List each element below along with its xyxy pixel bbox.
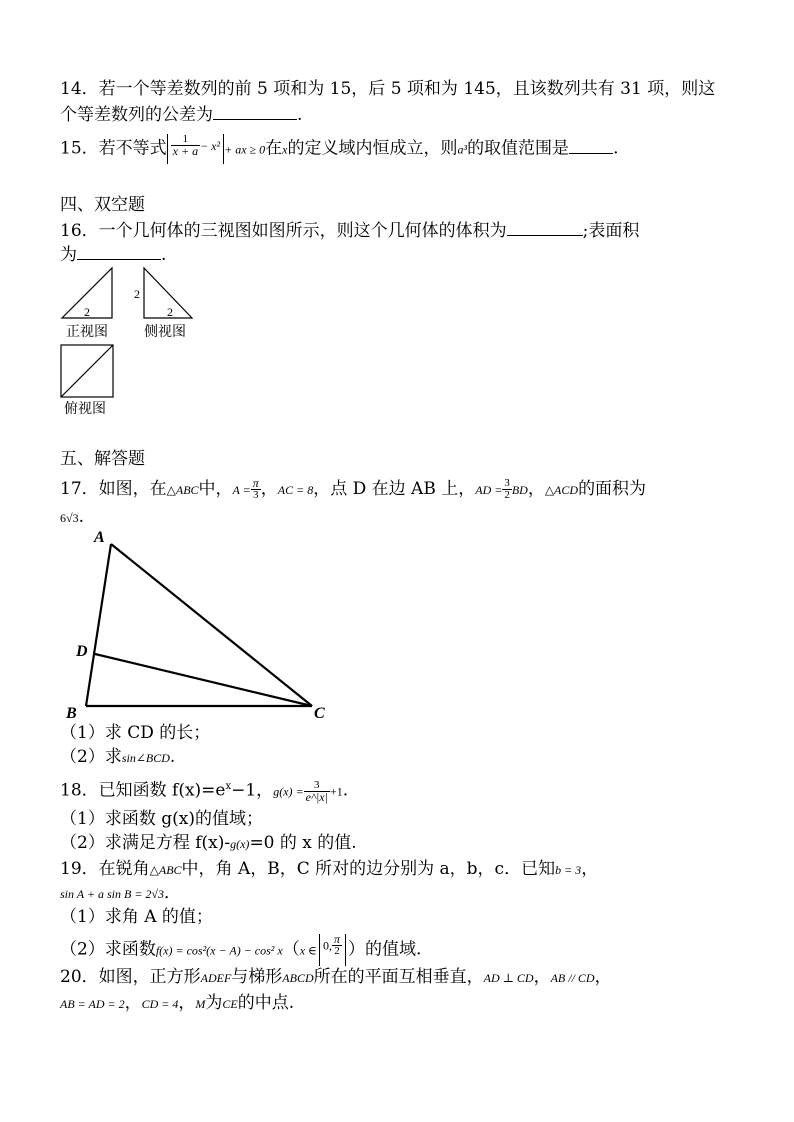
q17-tri: △ABC [166, 483, 199, 497]
q16-end: . [161, 245, 167, 265]
q19-b: b = 3 [555, 863, 582, 877]
q17-end: . [78, 507, 84, 527]
q15-mid2: 的定义域内恒成立，则 [287, 138, 458, 159]
section-4-heading: 四、双空题 [60, 195, 145, 215]
q17-t2: 中， [198, 479, 233, 499]
q20-t9: 的中点. [237, 993, 295, 1013]
front-view-diagram [60, 266, 120, 322]
side-ab [86, 544, 111, 706]
q19-part1: （1）求角 A 的值； [60, 907, 213, 927]
q18-p2-suffix: =0 的 x 的值. [249, 833, 357, 853]
q20-perp: AD ⊥ CD [483, 971, 534, 985]
q19-end: ． [164, 883, 182, 903]
q18-t2: −1， [231, 780, 274, 801]
q17-area: 6√3 [60, 511, 79, 525]
q20-eq2: CD = 4 [141, 997, 179, 1011]
q15-var-x: x [282, 142, 288, 157]
vertex-c-label: C [314, 705, 325, 722]
q16-area-blank [77, 244, 161, 260]
q20-t4: ， [533, 967, 551, 987]
q19-t2: 中，角 A，B，C 所对的边分别为 a，b，c．已知 [181, 859, 556, 879]
q20-eq1: AB = AD = 2 [60, 997, 125, 1011]
q17-angle-lhs: A = [232, 483, 251, 497]
q19-tri: △ABC [149, 863, 182, 877]
front-view-caption: 正视图 [66, 324, 108, 340]
q18-t1: 18．已知函数 f(x)=e [60, 780, 226, 801]
section-5-heading: 五、解答题 [60, 449, 145, 469]
q14-end: . [297, 105, 303, 125]
q17-t4: ，点 D 在边 AB 上， [313, 479, 476, 499]
q15-suffix: 的取值范围是 [467, 138, 570, 159]
q15-end: . [613, 138, 619, 159]
q19-domain-interval: 0, $\frac{\pi}{2}$ [319, 934, 346, 966]
q16-text: 16．一个几何体的三视图如图所示，则这个几何体的体积为 [60, 221, 507, 241]
q17-part1: （1）求 CD 的长； [60, 723, 211, 743]
q20-t2: 与梯形 [231, 967, 283, 987]
side-view-caption: 侧视图 [144, 324, 186, 340]
side-view-diagram [132, 266, 212, 322]
q18-sup: x [225, 781, 232, 792]
q15-after-abs: + ax ≥ 0 [224, 142, 266, 157]
q17-t3: ， [260, 479, 278, 499]
q18-g: g(x) = [273, 784, 304, 799]
q20-t1: 20．如图，正方形 [60, 967, 201, 987]
vertex-a-label: A [94, 529, 105, 546]
q17-p2-math: sin∠BCD [121, 751, 170, 765]
q18-p2-prefix: （2）求满足方程 f(x)- [60, 833, 231, 853]
q20-t5: ， [594, 967, 612, 987]
q16-line2-prefix: 为 [60, 245, 77, 265]
point-d-label: D [76, 643, 88, 660]
q15-mid: 在 [265, 138, 283, 159]
q20-t6: ， [124, 993, 142, 1013]
q18-line1 [60, 776, 348, 803]
q19-t1: 19．在锐角 [60, 859, 150, 879]
q15-var-a: a³ [457, 142, 468, 157]
q19-part2 [60, 934, 421, 966]
q20-line1 [60, 966, 612, 989]
q19-p2-suffix: ）的值域. [347, 939, 422, 960]
q18-end: . [342, 780, 349, 801]
q16-sep: ;表面积 [582, 221, 640, 241]
q14-text: 个等差数列的公差为 [60, 105, 213, 125]
front-view-dimension: 2 [84, 305, 90, 319]
q17-p2-prefix: （2）求 [60, 747, 122, 767]
q19-p2-prefix: （2）求函数 [60, 939, 156, 960]
q17-t1: 17．如图，在 [60, 479, 167, 499]
top-view-diagram [60, 344, 116, 400]
q19-line1 [60, 858, 598, 881]
side-view-dimension-base: 2 [167, 305, 173, 319]
q19-p2-func: f(x) = cos²(x − A) − cos² x [155, 943, 283, 958]
top-view-diagonal [61, 345, 113, 397]
q18-t3: +1 [329, 784, 343, 799]
q16-volume-blank [507, 220, 583, 236]
q18-part2 [60, 832, 357, 855]
q17-line1 [60, 478, 646, 501]
q20-t7: ， [178, 993, 196, 1013]
q17-three-halves: $\frac{3}{2}$ [504, 477, 510, 501]
q17-bd: BD [511, 483, 528, 497]
triangle-abc-figure [60, 526, 350, 726]
q19-pi-over-2: $\frac{\pi}{2}$ [333, 932, 340, 957]
q14-answer-blank [213, 104, 297, 120]
q19-p2-mid: （ [282, 939, 300, 960]
q20-m: M [195, 997, 206, 1011]
q19-cond: sin A + a sin B = 2√3 [60, 887, 165, 901]
q19-p2-dom: x ∈ [299, 943, 317, 958]
q17-p2-end: . [169, 747, 176, 767]
q15-abs-rest: − x² [200, 139, 221, 153]
q15-fraction: $\frac{1}{x + a}$ [172, 133, 199, 158]
q20-adef: ADEF [200, 971, 232, 985]
q17-ac: AC = 8 [277, 483, 314, 497]
top-view-caption: 俯视图 [64, 401, 106, 417]
q17-t5: ， [527, 479, 545, 499]
q19-line2 [60, 882, 181, 905]
q17-part2 [60, 746, 175, 769]
vertex-b-label: B [66, 705, 77, 722]
q20-para: AB // CD [550, 971, 595, 985]
q17-t6: 的面积为 [578, 479, 647, 499]
q15-absolute-value [167, 134, 224, 164]
q20-t3: 所在的平面互相垂直， [313, 967, 484, 987]
q20-line2 [60, 992, 294, 1015]
q16-line1 [60, 220, 639, 242]
q20-abcd: ABCD [282, 971, 314, 985]
q18-fraction: $\frac{3}{e\^{}|x|}$ [305, 778, 328, 804]
q16-line2 [60, 244, 166, 266]
q17-pi-over-3: $\frac{\pi}{3}$ [252, 476, 259, 501]
q20-ce: CE [222, 997, 238, 1011]
q14-line2 [60, 104, 302, 126]
q18-p2-g: g(x) [230, 837, 250, 851]
q20-t8: 为 [205, 993, 223, 1013]
q15-answer-blank [569, 138, 613, 154]
q14-line1: 14．若一个等差数列的前 5 项和为 15，后 5 项和为 145，且该数列共有 31 项，则这 [60, 79, 716, 99]
q17-acd: △ACD [544, 483, 579, 497]
q15-prefix: 15．若不等式 [60, 138, 167, 159]
q18-part1: （1）求函数 g(x)的值域； [60, 809, 263, 829]
q17-ad: AD = [475, 483, 503, 497]
q19-t3: ， [581, 859, 599, 879]
side-view-dimension-height: 2 [134, 287, 140, 301]
q15-line [60, 134, 618, 164]
